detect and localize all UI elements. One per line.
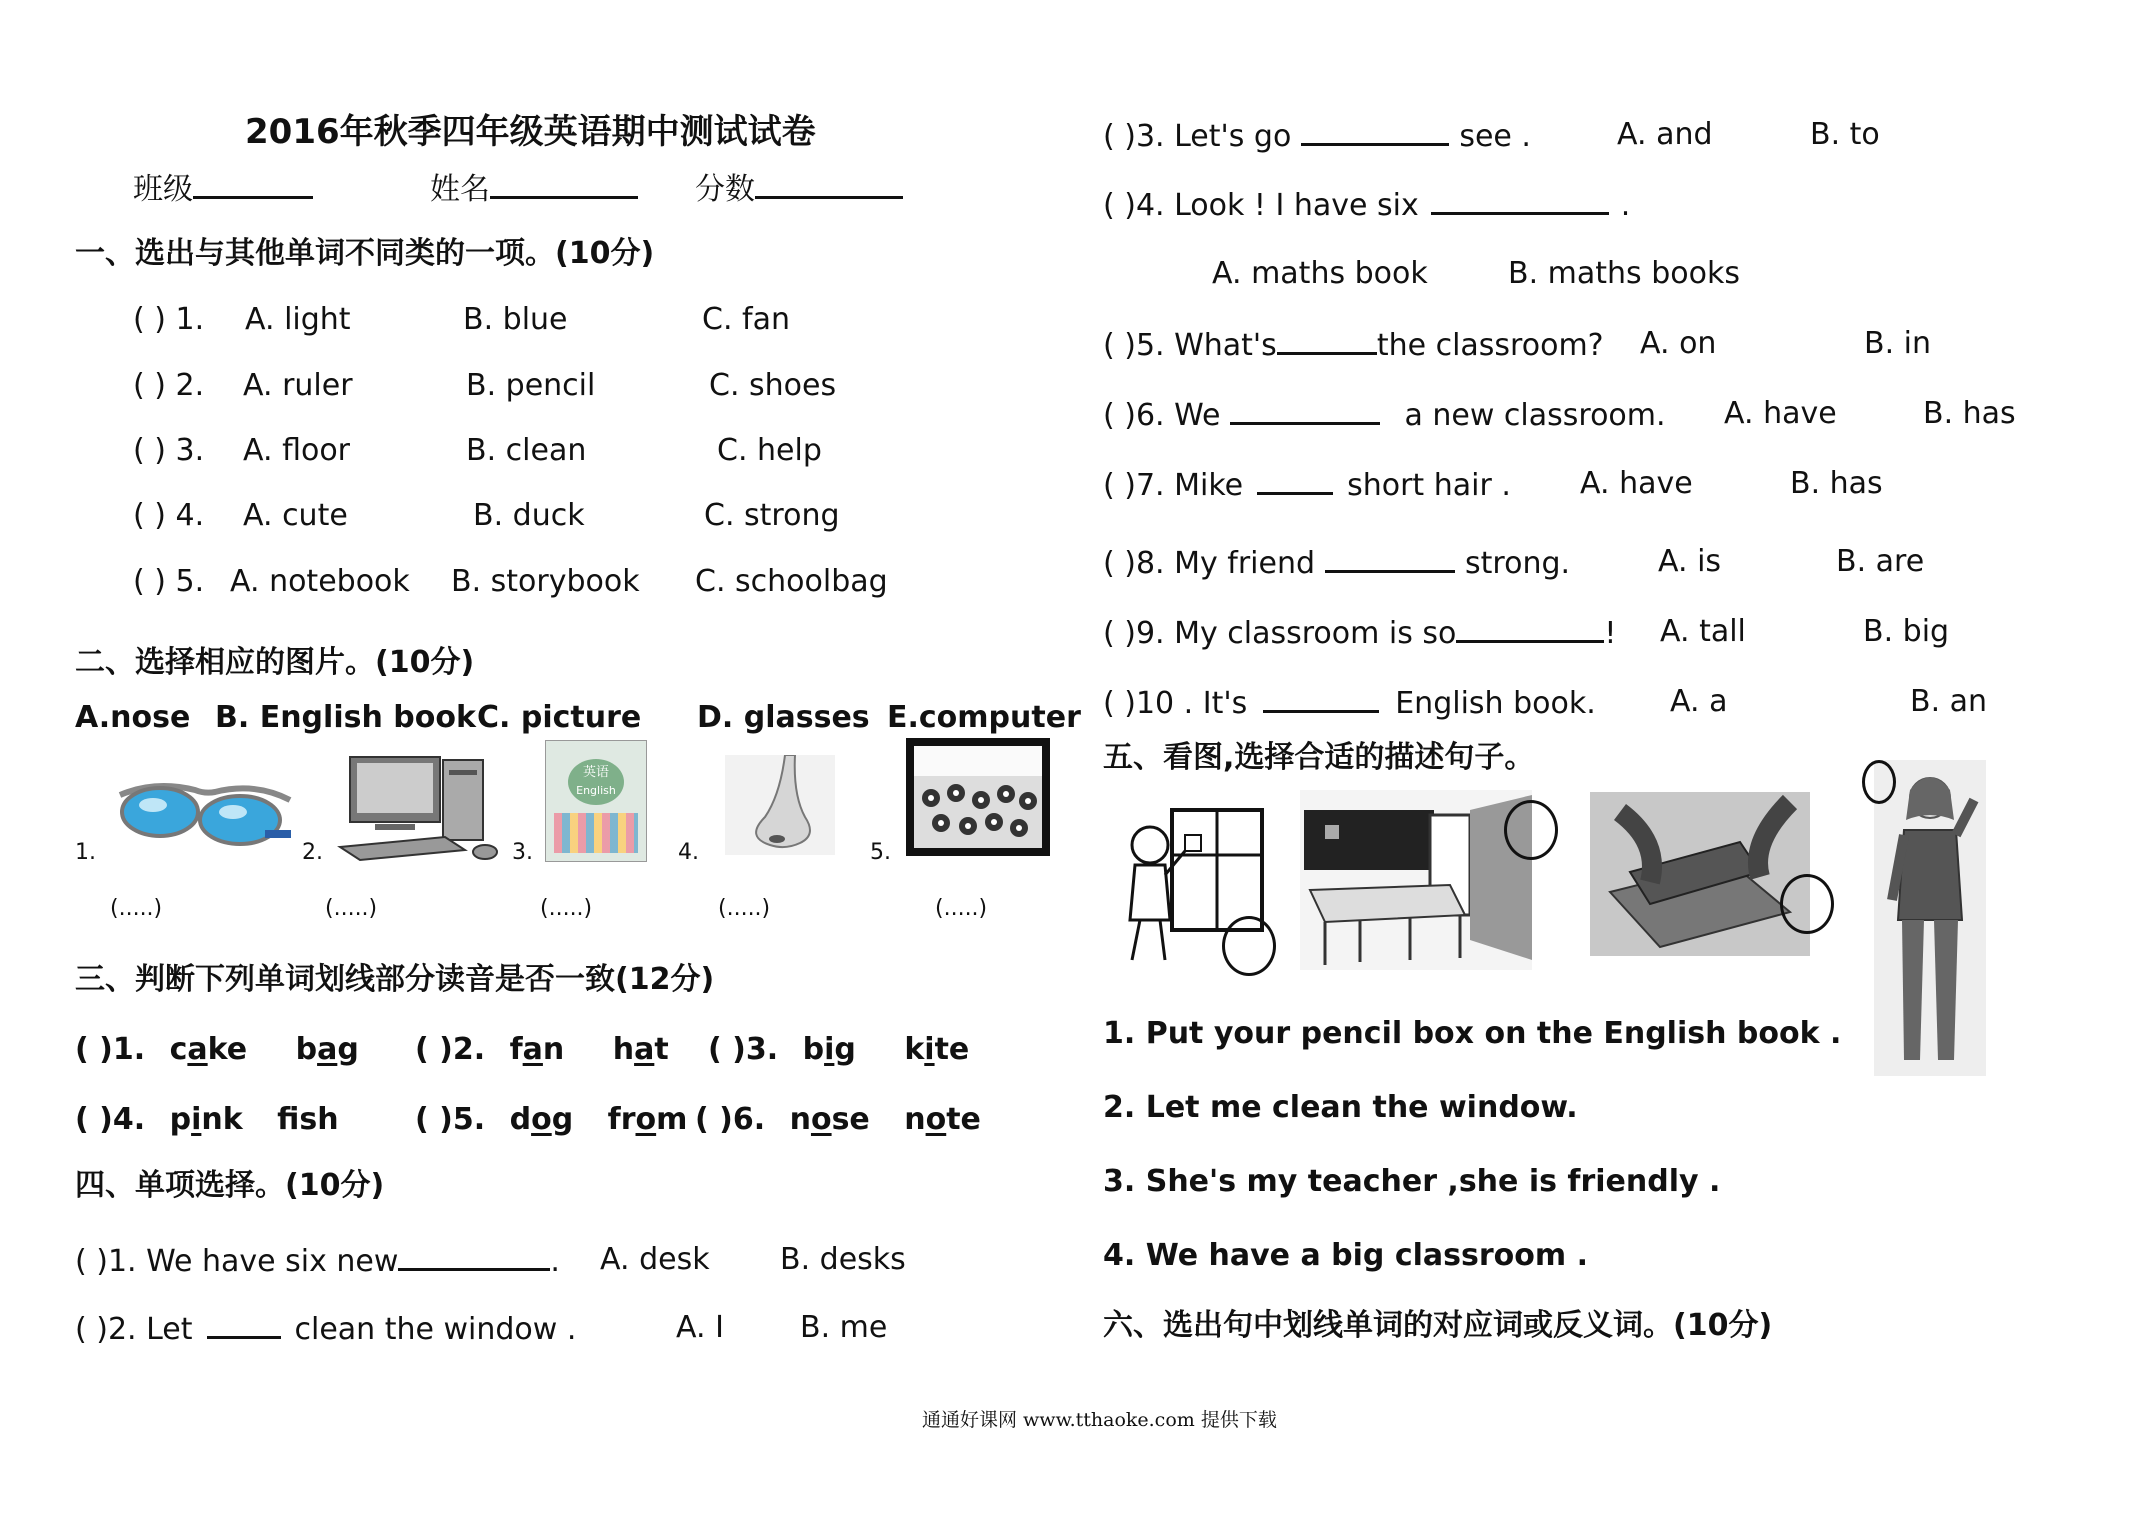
- score-blank[interactable]: [755, 170, 903, 199]
- pic-num-5: 5.: [870, 840, 891, 865]
- s4-q5-blank[interactable]: [1277, 326, 1377, 355]
- s1-opt-b-5: B. storybook: [451, 564, 640, 599]
- s1-opt-a-2: A. ruler: [243, 368, 353, 403]
- s5-sentence-4: 4. We have a big classroom .: [1103, 1238, 1588, 1273]
- english-book-image: [545, 740, 647, 862]
- s1-opt-a-1: A. light: [245, 302, 351, 337]
- s4-q3-blank[interactable]: [1301, 117, 1449, 146]
- glasses-icon: [115, 770, 295, 860]
- section6-heading: 六、选出句中划线单词的对应词或反义词。(10分): [1103, 1308, 1773, 1343]
- pic-answer-4[interactable]: (.....): [718, 896, 771, 921]
- pic-num-3: 3.: [512, 840, 533, 865]
- s1-q-2: ( ) 2.: [133, 368, 205, 403]
- s1-opt-c-2: C. shoes: [709, 368, 837, 403]
- s4-q9-a: A. tall: [1660, 614, 1746, 649]
- s4-q2-a: A. I: [676, 1310, 724, 1345]
- s4-q10-b: B. an: [1910, 684, 1988, 719]
- page-title: 2016年秋季四年级英语期中测试试卷: [245, 112, 816, 152]
- s3-q2: ( )2. fan hat: [415, 1032, 669, 1067]
- s4-q1: ( )1. We have six new .: [75, 1244, 560, 1279]
- pic-num-1: 1.: [75, 840, 96, 865]
- s4-q8-b: B. are: [1836, 544, 1925, 579]
- s2-option-b: B. English book: [215, 700, 476, 735]
- s1-opt-b-2: B. pencil: [466, 368, 596, 403]
- name-label: 姓名: [430, 172, 490, 207]
- pencil-box-on-book-image: [1590, 792, 1810, 956]
- score-field: [695, 170, 903, 208]
- pic-num-4: 4.: [678, 840, 699, 865]
- s4-q6-a: A. have: [1724, 396, 1837, 431]
- section5-heading: 五、看图,选择合适的描述句子。: [1103, 740, 1535, 775]
- s4-q10-a: A. a: [1670, 684, 1728, 719]
- s1-opt-c-1: C. fan: [702, 302, 790, 337]
- class-blank[interactable]: [193, 170, 313, 199]
- s1-opt-b-3: B. clean: [466, 433, 587, 468]
- s2-option-c: C. picture: [477, 700, 642, 735]
- score-label: 分数: [695, 172, 755, 207]
- answer-circle-4[interactable]: [1862, 760, 1896, 804]
- pic-answer-1[interactable]: (.....): [110, 896, 163, 921]
- s1-opt-a-5: A. notebook: [230, 564, 410, 599]
- s4-q3-a: A. and: [1617, 117, 1713, 152]
- s3-q4: ( )4. pink fsh: [75, 1102, 339, 1137]
- s2-option-d: D. glasses: [697, 700, 870, 735]
- s4-q6: ( )6. We a new classroom.: [1103, 398, 1666, 433]
- computer-icon: [335, 752, 505, 862]
- section4-heading: 四、单项选择。(10分): [75, 1168, 385, 1203]
- s1-q-4: ( ) 4.: [133, 498, 205, 533]
- s4-q7-blank[interactable]: [1257, 466, 1333, 495]
- s4-q1-b: B. desks: [780, 1242, 906, 1277]
- answer-circle-3[interactable]: [1780, 874, 1834, 934]
- class-label: 班级: [133, 172, 193, 207]
- teacher-image: [1874, 760, 1986, 1076]
- section3-heading: 三、判断下列单词划线部分读音是否一致(12分): [75, 962, 715, 997]
- s4-q9-b: B. big: [1863, 614, 1950, 649]
- s4-q5-b: B. in: [1864, 326, 1932, 361]
- footer: 通通好课网 www.tthaoke.com 提供下载: [922, 1409, 1277, 1431]
- s3-q5: ( )5. dog from: [415, 1102, 688, 1137]
- s3-q1: ( )1. cake bag: [75, 1032, 359, 1067]
- s4-q4-blank[interactable]: [1431, 186, 1609, 215]
- s4-q10-blank[interactable]: [1263, 684, 1379, 713]
- s4-q1-a: A. desk: [600, 1242, 710, 1277]
- s3-q3: ( )3. big kite: [708, 1032, 970, 1067]
- s4-q7: ( )7. Mike short hair .: [1103, 468, 1511, 503]
- s4-q2-blank[interactable]: [207, 1310, 281, 1339]
- pic-answer-3[interactable]: (.....): [540, 896, 593, 921]
- s4-q2-b: B. me: [800, 1310, 888, 1345]
- s1-opt-a-4: A. cute: [243, 498, 348, 533]
- s1-q-1: ( ) 1.: [133, 302, 205, 337]
- name-blank[interactable]: [490, 170, 638, 199]
- answer-circle-2[interactable]: [1504, 800, 1558, 860]
- s4-q3-b: B. to: [1810, 117, 1880, 152]
- s1-opt-c-3: C. help: [717, 433, 822, 468]
- s4-q10: ( )10 . It's English book.: [1103, 686, 1596, 721]
- s4-q2: ( )2. Let clean the window .: [75, 1312, 577, 1347]
- book-cover-badge: [568, 759, 624, 805]
- pic-answer-2[interactable]: (.....): [325, 896, 378, 921]
- s5-sentence-1: 1. Put your pencil box on the English book .: [1103, 1016, 1842, 1051]
- s5-sentence-3: 3. She's my teacher ,she is friendly .: [1103, 1164, 1721, 1199]
- s2-option-e: E.computer: [887, 700, 1081, 735]
- s4-q6-b: B. has: [1923, 396, 2016, 431]
- s4-q7-b: B. has: [1790, 466, 1883, 501]
- section2-heading: 二、选择相应的图片。(10分): [75, 645, 475, 680]
- s1-opt-b-4: B. duck: [473, 498, 585, 533]
- s4-q8-a: A. is: [1658, 544, 1722, 579]
- s5-sentence-2: 2. Let me clean the window.: [1103, 1090, 1578, 1125]
- s1-q-3: ( ) 3.: [133, 433, 205, 468]
- s4-q8: ( )8. My friend strong.: [1103, 546, 1571, 581]
- s4-q9: ( )9. My classroom is so !: [1103, 616, 1617, 651]
- s4-q9-blank[interactable]: [1456, 614, 1604, 643]
- answer-circle-1[interactable]: [1222, 916, 1276, 976]
- flower-picture-icon: [906, 738, 1050, 856]
- s4-q6-blank[interactable]: [1230, 396, 1380, 425]
- s4-q5: ( )5. What's the classroom?: [1103, 328, 1604, 363]
- s1-opt-a-3: A. floor: [243, 433, 351, 468]
- s1-q-5: ( ) 5.: [133, 564, 205, 599]
- s4-q3: ( )3. Let's go see .: [1103, 119, 1531, 154]
- s4-q4-a: A. maths book: [1212, 256, 1428, 291]
- s4-q5-a: A. on: [1640, 326, 1717, 361]
- class-field: [133, 170, 313, 208]
- s1-opt-c-5: C. schoolbag: [695, 564, 888, 599]
- pic-num-2: 2.: [302, 840, 323, 865]
- s1-opt-b-1: B. blue: [463, 302, 568, 337]
- pic-answer-5[interactable]: (.....): [935, 896, 988, 921]
- section1-heading: 一、选出与其他单词不同类的一项。(10分): [75, 236, 655, 271]
- book-cover-line1: 英语: [582, 765, 609, 780]
- s4-q4: ( )4. Look ! I have six .: [1103, 188, 1631, 223]
- s4-q7-a: A. have: [1580, 466, 1693, 501]
- s3-q6: ( )6. nose note: [695, 1102, 981, 1137]
- classroom-image: [1300, 790, 1532, 970]
- s1-opt-c-4: C. strong: [704, 498, 840, 533]
- s4-q4-b: B. maths books: [1508, 256, 1740, 291]
- s2-option-a: A.nose: [75, 700, 191, 735]
- s4-q1-blank[interactable]: [398, 1242, 550, 1271]
- book-cover-line2: English: [576, 784, 616, 797]
- name-field: [430, 170, 638, 208]
- nose-icon: [725, 755, 835, 855]
- s4-q8-blank[interactable]: [1325, 544, 1455, 573]
